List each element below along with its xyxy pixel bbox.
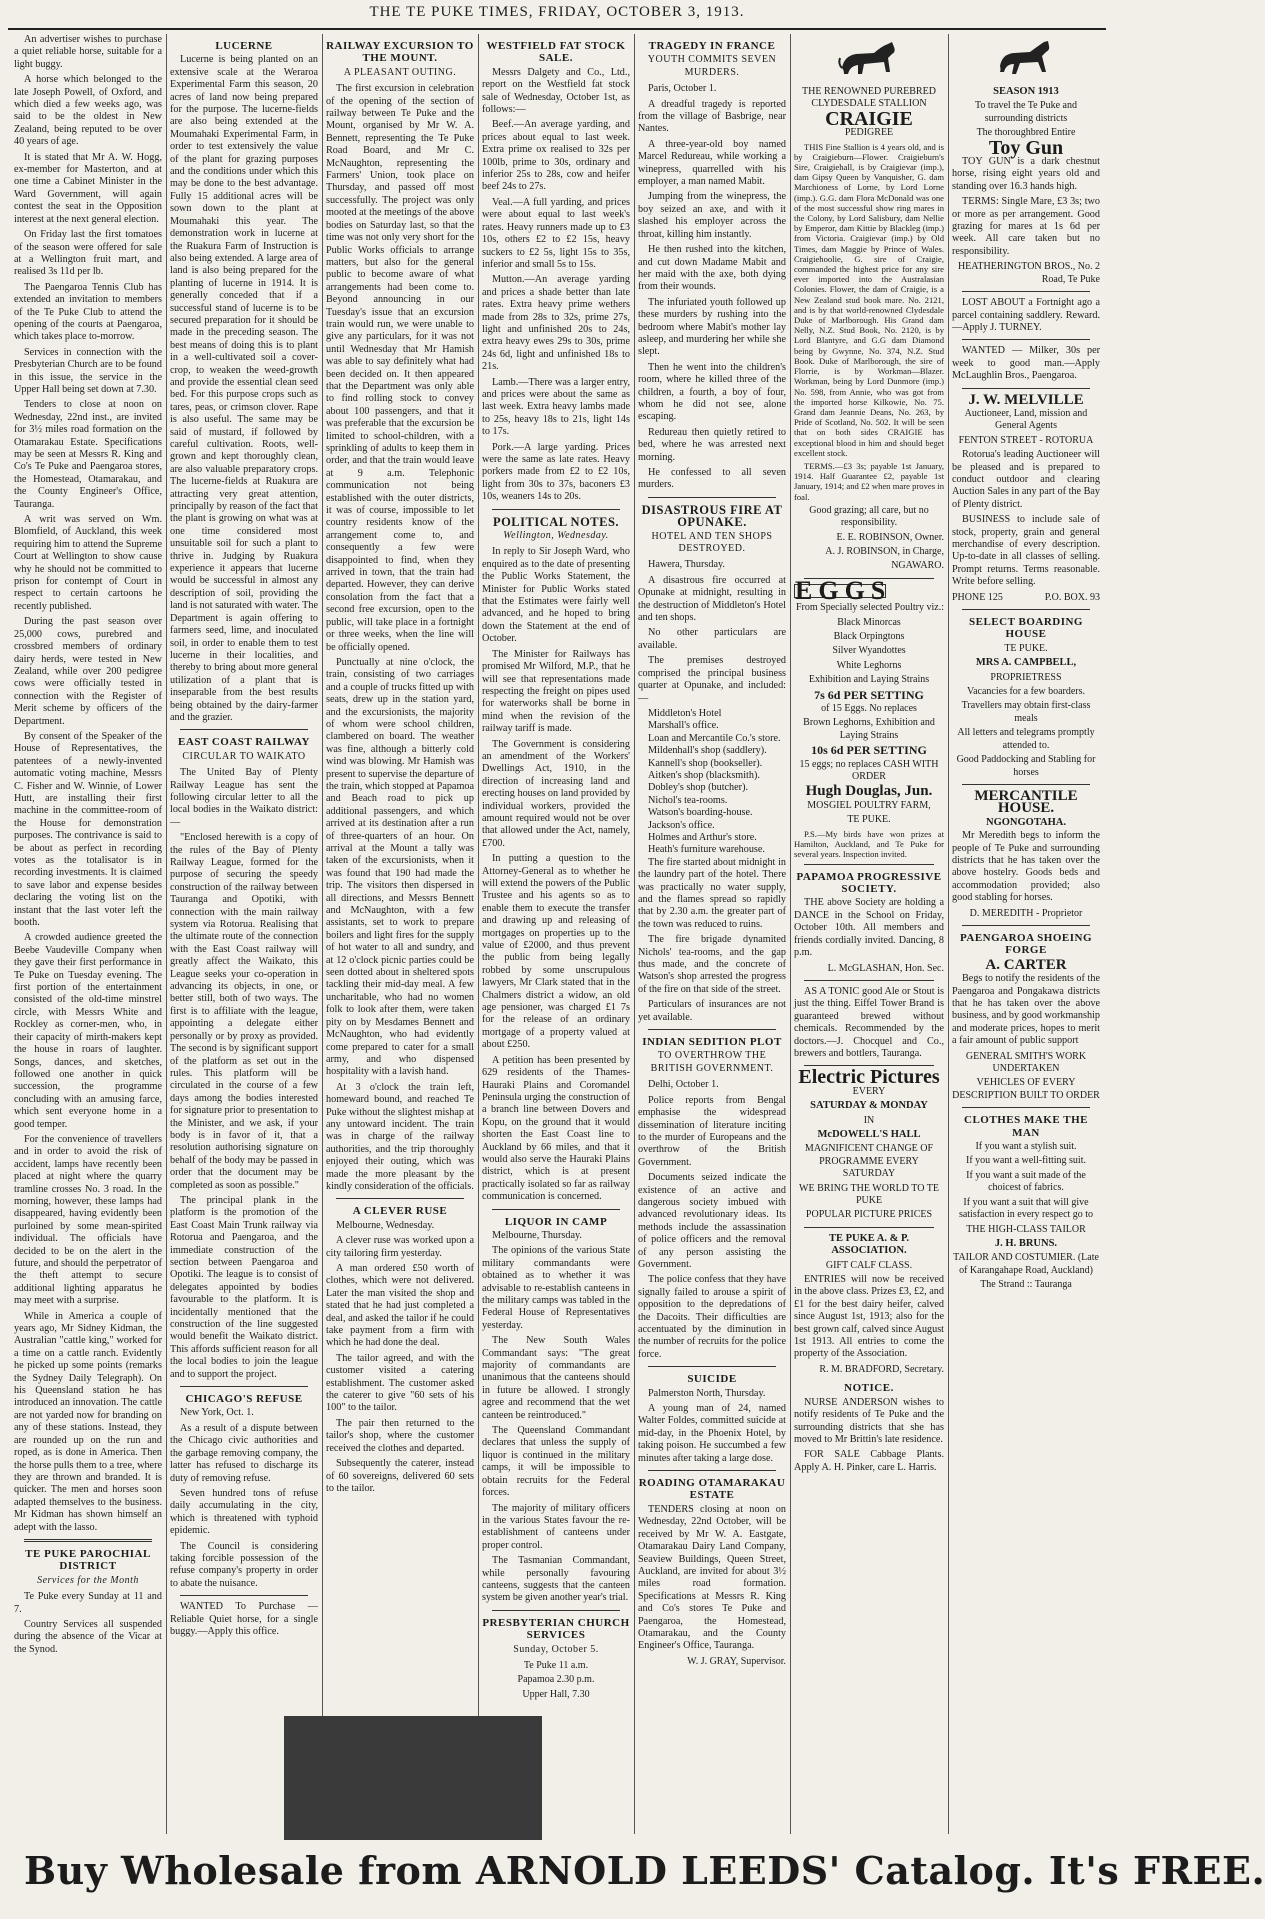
divider	[180, 729, 308, 730]
paragraph: Tenders to close at noon on Wednesday, 22nd inst., are invited for 3½ miles road formation on the Otamarakau Estate. Specifications may be seen at Messrs R. King and Co's Te Puke and Paengaroa stores, the Homestead, Otamarakau, and the County Engineer's Office, Tauranga.	[14, 399, 162, 510]
fire-sub: HOTEL AND TEN SHOPS DESTROYED.	[651, 530, 773, 555]
lucerne-heading: LUCERNE	[215, 40, 273, 52]
roading-signature: W. J. GRAY, Supervisor.	[687, 1655, 786, 1667]
divider	[492, 1209, 620, 1210]
divider	[648, 1029, 776, 1030]
calf-heading: GIFT CALF CLASS.	[825, 1259, 913, 1271]
church-paras	[14, 1591, 162, 1656]
tragedy-sub: YOUTH COMMITS SEVEN MURDERS.	[647, 54, 777, 78]
divider	[804, 1227, 934, 1228]
political-heading: POLITICAL NOTES.	[492, 514, 620, 529]
damaged-area	[284, 1716, 542, 1840]
paragraph: Vacancies for a few boarders.	[967, 686, 1085, 698]
pictures-title: Electric Pictures	[798, 1066, 940, 1089]
divider	[180, 1386, 308, 1387]
paragraph: Upper Hall, 7.30	[522, 1688, 590, 1700]
suicide-heading: SUICIDE	[687, 1373, 737, 1386]
egg-price-1-sub: of 15 Eggs. No replaces	[821, 703, 917, 715]
paragraph: The pair then returned to the tailor's shop, where the customer received the clothes and departed.	[326, 1417, 474, 1454]
pictures-hall: McDOWELL'S HALL	[817, 1128, 921, 1140]
poultry-owner: Hugh Douglas, Jun.	[805, 783, 933, 800]
paragraph: The principal plank in the platform is the promotion of the East Coast Main Trunk railway via Rotorua and Paengaroa, and the immediate construction of the section between Paengaroa and Opotiki. The league is to consist of delegates appointed by bodies favourable to the platform. It is incidentally mentioned that the construction of the line suggested would benefit the Waikato district. This affords sufficient reason for all the local bodies to join the league and to support the project.	[170, 1194, 318, 1380]
fire-list-item: Heath's furniture warehouse.	[648, 844, 765, 856]
stallion-terms: TERMS.—£3 3s; payable 1st January, 1914. Half Guarantee £2, payable 1st January, 1914; and £2 when mare proves in foal.	[794, 460, 944, 502]
east-coast-sub: CIRCULAR TO WAIKATO	[182, 750, 306, 762]
paragraph: In putting a question to the Attorney-General as to whether he will extend the powers of the Public Trustee and his agents so as to enable them to execute the transfer and drawing up and releasing of mortgages on properties up to the value of £2000, and thus prevent the public from being legally robbed by some unscrupulous lawyers, Mr Clark stated that in the Chalmers district a widow, an old age pensioner, was charged £1 7s for the release of an ordinary mortgage of a property valued at about £250.	[482, 853, 630, 1051]
ruse-heading: A CLEVER RUSE	[352, 1205, 448, 1218]
tailor-name: J. H. BRUNS.	[994, 1237, 1058, 1249]
society-text: THE above Society are holding a DANCE in the School on Friday, October 10th. All members and friends cordially invited. Dancing, 8 p.m.	[794, 897, 944, 959]
roading-article	[638, 1504, 786, 1653]
egg-breeds	[794, 617, 944, 687]
paragraph: Then he went into the children's room, where he killed three of the children, a fourth, a boy of four, whom he did not see, alone escaping.	[638, 361, 786, 423]
stock-sale-heading: WESTFIELD FAT STOCK SALE.	[486, 40, 626, 65]
church-sub: Services for the Month	[37, 1574, 139, 1586]
pictures-every: EVERY	[852, 1085, 886, 1097]
divider	[962, 388, 1090, 389]
column-rule	[478, 34, 479, 1834]
phone-number: PHONE 125	[952, 591, 1003, 603]
paragraph: He then rushed into the kitchen, and cut down Madame Mabit and her maid with the axe, both dying from their wounds.	[638, 244, 786, 293]
fire-list-item: Aitken's shop (blacksmith).	[648, 769, 760, 781]
paragraph: The opinions of the various State military commandants were obtained as to whether it was advisable to re-establish canteens in the military camps was tabled in the Federal House of Representatives yesterday.	[482, 1245, 630, 1331]
paragraph: New York, Oct. 1.	[180, 1407, 254, 1419]
paragraph: A dreadful tragedy is reported from the village of Basbrige, near Nantes.	[638, 98, 786, 135]
paragraph: Melbourne, Wednesday.	[336, 1219, 435, 1231]
liquor-article	[482, 1230, 630, 1605]
paragraph: Hawera, Thursday.	[648, 559, 725, 571]
egg-price-2-sub: 15 eggs; no replaces CASH WITH ORDER	[799, 758, 939, 783]
paragraph: Lucerne is being planted on an extensive scale at the Weraroa Experimental Farm this season, 20 acres of land now being prepared for the purpose. The lucerne-fields are also being extended at the Moumahaki Experimental Farm, in order to test extensively the value of the plant for grazing purposes and the conditions under which this may be done to the best advantage. Fully 15 additional acres will be sown down to the plant at Moumahaki this year. The demonstration work in lucerne at the Ruakura Farm of Instruction is also being extended. A large area of land is also being prepared for the planting of lucerne in 1914. It is generally conceded that if a successful stand of lucerne is to be secured preparation for it should be made in the preceding season. The best means of doing this is to plant in a well-cultivated soil a cover-crop, to weaken the weed-growth and provide the essential clean seed bed. For this purpose crops such as tares, peas, or crimson clover. Rape is also useful. The same may be said of mustard, if followed by careful cultivation. Roots, well-grown and kept thoroughly clean, are also valuable preparatory crops. The lucerne-fields at Ruakura are attracting very great attention, principally by reason of the fact that the plant is growing on what was at one time considered most unsuitable soil for such a plant to thrive in. Judging by Ruakura experience it appears that lucerne would be successful in almost any description of soil, providing the land is not saturated with water. The Department is again offering to farmers seed, lime, and inoculated soil, in order to enable them to test lucerne in their localities, and thereby to bring about more general utilization of a plant that is inseparable from the best results being obtained by the dairy-farmer and the grazier.	[170, 54, 318, 723]
paragraph: The Tasmanian Commandant, while personally favouring canteens, suggests that the canteen system be given another year's trial.	[482, 1555, 630, 1604]
mercantile-signature: D. MEREDITH - Proprietor	[969, 907, 1083, 919]
society-signature: L. McGLASHAN, Hon. Sec.	[827, 962, 944, 974]
paragraph: Silver Wyandottes	[832, 645, 906, 657]
column-7	[952, 34, 1100, 1834]
paragraph: A petition has been presented by 629 residents of the Thames-Hauraki Plains and Coromandel Peninsula urging the construction of a branch line between Dovers and Kopu, on the ground that it would shorten the East Coast line to Auckland by 66 miles, and that it would also serve the Hauraki Plains district, which is at present practically isolated so far as railway communication is concerned.	[482, 1054, 630, 1203]
stock-sale-article	[482, 67, 630, 504]
egg-price-2: 10s 6d PER SETTING	[811, 743, 927, 758]
melville-contact	[952, 592, 1100, 604]
notice-text: NURSE ANDERSON wishes to notify residents of Te Puke and the surrounding districts that she has moved to Mr Brittin's late residence.	[794, 1396, 944, 1445]
stallion-caption: THE RENOWNED PUREBRED CLYDESDALE STALLION	[802, 86, 936, 110]
column-4	[482, 34, 630, 1834]
divider	[962, 1107, 1090, 1108]
paragraph: The fire brigade dynamited Nichols' tea-rooms, and the gap thus made, and the concrete of Watson's shop arrested the progress of the fire on that side of the street.	[638, 934, 786, 995]
paragraph: A young man of 24, named Walter Foldes, committed suicide at mid-day, in the Phoenix Hotel, by taking poison. He succumbed a few minutes after taking a large dose.	[638, 1403, 786, 1464]
paragraph: The premises destroyed comprised the principal business quarter at Opunake, and included:—	[638, 655, 786, 704]
paragraph: Papamoa 2.30 p.m.	[517, 1674, 595, 1686]
presbyterian-heading: PRESBYTERIAN CHURCH SERVICES	[482, 1616, 630, 1642]
paragraph: Seven hundred tons of refuse daily accumulating in the city, which is threatened with typhoid epidemic.	[170, 1487, 318, 1537]
paragraph: It is stated that Mr A. W. Hogg, ex-member for Masterton, and at one time a Cabinet Minister in the Ward Government, will again contest the seat in the Opposition interest at the next general election.	[14, 151, 162, 225]
toy-gun-desc: TOY GUN is a dark chestnut horse, rising eight years old and standing over 16.3 hands high.	[952, 156, 1100, 192]
paragraph: Particulars of insurances are not yet available.	[638, 999, 786, 1023]
toy-gun-title: Toy Gun	[988, 136, 1064, 159]
col1-paras	[14, 34, 162, 1534]
paragraph: No other particulars are available.	[638, 627, 786, 651]
stallion-owner: E. E. ROBINSON, Owner.	[836, 531, 944, 543]
fire-heading: DISASTROUS FIRE AT OPUNAKE.	[641, 502, 783, 530]
po-box: P.O. BOX. 93	[1044, 591, 1100, 603]
for-sale-ad: FOR SALE Cabbage Plants. Apply A. H. Pinker, care L. Harris.	[794, 1449, 944, 1473]
fire-list-item: Marshall's office.	[648, 720, 719, 732]
pictures-prices: POPULAR PICTURE PRICES	[805, 1209, 933, 1221]
paragraph: For the convenience of travellers and in order to avoid the risk of accident, lamps have recently been placed at night where the quarry tramline crosses No. 3 road. In the morning, however, these lamps had disappeared, having evidently been purloined by some mean-spirited individual. The officials have decided to be on the alert in the future, and should the perpetrator of the theft attempt to secure additional lighting apparatus he may meet with a surprise.	[14, 1133, 162, 1307]
paragraph: A three-year-old boy named Marcel Redureau, while working a winepress, quarrelled with his employer, a man named Mabit.	[638, 138, 786, 188]
melville-title: J. W. MELVILLE	[968, 391, 1084, 408]
paragraph: The tailor agreed, and with the customer visited a catering establishment. The customer asked the caterer to give "60 sets of his 100" to the tailor.	[326, 1352, 474, 1414]
wanted-milker-ad: WANTED — Milker, 30s per week to good man.—Apply McLaughlin Bros., Paengaroa.	[952, 345, 1100, 382]
presbyterian-sub: Sunday, October 5.	[513, 1643, 599, 1655]
tailor-address: The Strand :: Tauranga	[980, 1279, 1072, 1291]
paragraph: Beef.—An average yarding, and prices about equal to last week. Extra prime ox realised to 32s per 100lb, prime to 30s, ordinary and inferior 25s to 28s, cow and heifer beef 24s to 27s.	[482, 119, 630, 193]
column-rule	[634, 34, 635, 1834]
suicide-article	[638, 1388, 786, 1465]
paragraph: The infuriated youth followed up these murders by rushing into the bedroom where Mabit's mother lay asleep, and murdering her while she slept.	[638, 296, 786, 358]
paragraph: White Leghorns	[836, 659, 902, 671]
paragraph: He confessed to all seven murders.	[638, 467, 786, 491]
tailor-sub: TAILOR AND COSTUMIER. (Late of Karangahape Road, Auckland)	[953, 1252, 1099, 1276]
mercantile-town: NGONGOTAHA.	[985, 816, 1067, 828]
divider	[962, 925, 1090, 926]
stallion-grazing: Good grazing; all care, but no responsibility.	[809, 504, 929, 529]
paragraph: As a result of a dispute between the Chicago civic authorities and the garbage removing company, the latter has refused to discharge its duty of removing refuse.	[170, 1422, 318, 1484]
fire-list-item: Jackson's office.	[648, 819, 715, 831]
egg-breeds-2	[794, 717, 944, 742]
paragraph: An advertiser wishes to purchase a quiet reliable horse, suitable for a light buggy.	[14, 34, 162, 70]
paragraph: All letters and telegrams promptly attended to.	[957, 727, 1095, 751]
paragraph: If you want a stylish suit.	[975, 1141, 1077, 1153]
paragraph: Black Orpingtons	[833, 630, 905, 642]
india-heading: INDIAN SEDITION PLOT	[642, 1036, 782, 1049]
divider	[648, 497, 776, 498]
pictures-change: MAGNIFICENT CHANGE OF PROGRAMME EVERY SATURDAY	[804, 1143, 934, 1180]
paragraph: Redureau then quietly retired to bed, where he was arrested next morning.	[638, 426, 786, 463]
calf-text: ENTRIES will now be received in the above class. Prizes £3, £2, and £1 for the best dairy heifer, calved since August 1st, 1913; also for the best grown calf, calved since August 1st 1913. All entries to come the property of the Association.	[794, 1274, 944, 1360]
divider	[180, 1595, 308, 1596]
poultry-town: TE PUKE.	[847, 814, 891, 826]
paragraph: Black Minorcas	[837, 616, 901, 628]
carter-body: Begs to notify the residents of the Paengaroa and Pongakawa districts that he has taken over the above business, and by good workmanship and moderate prices, hopes to merit a fair amount of public support	[952, 973, 1100, 1047]
mercantile-heading: MERCANTILE HOUSE.	[974, 787, 1078, 817]
roading-heading: ROADING OTAMARAKAU ESTATE	[638, 1477, 786, 1502]
paragraph: A clever ruse was worked upon a city tailoring firm yesterday.	[326, 1235, 474, 1259]
notice-heading: NOTICE.	[844, 1382, 894, 1395]
poultry-note: P.S.—My birds have won prizes at Hamilton, Auckland, and Te Puke for several years. Inspection invited.	[794, 828, 944, 859]
paragraph: The police confess that they have signally failed to arouse a spirit of opposition to the depredations of the Dacoits. Their difficulties are accentuated by the diminution in the number of recruits for the police force.	[638, 1274, 786, 1360]
association-heading: TE PUKE A. & P. ASSOCIATION.	[828, 1232, 910, 1257]
eggs-sub: From Specially selected Poultry viz.:	[795, 602, 944, 614]
paragraph: On Friday last the first tomatoes of the season were offered for sale at a Wellington fruit mart, and realised 3s 11d per lb.	[14, 229, 162, 278]
masthead: THE TE PUKE TIMES, FRIDAY, OCTOBER 3, 1913.	[369, 4, 745, 20]
paragraph: Veal.—A full yarding, and prices were about equal to last week's rates. Heavy runners made up to £3 10s, others £2 to £2 15s, heavy suckers to £2 5s, light 15s to 35s, inferior and small 5s to 15s.	[482, 196, 630, 270]
stallion-place: NGAWARO.	[891, 560, 944, 572]
paragraph: While in America a couple of years ago, Mr Sidney Kidman, the Australian "cattle king," worked for a time on a cattle ranch. Evidently he picked up some points (remarks the Sydney Daily Telegraph). On his Queensland station he has introduced an innovation. The cattle are not yarded now for branding on any of these stations. Instead, they are rounded up on the run and roped, as is done in America. Then the horse pulls them to a tree, where they are thrown and branded. It is quicker. The men and horses soon adapted themselves to the business. Mr Kidman has shown himself an adept with the lasso.	[14, 1310, 162, 1533]
smith-heading: GENERAL SMITH'S WORK UNDERTAKEN	[965, 1050, 1087, 1075]
carter-title: A. CARTER	[985, 956, 1067, 973]
paragraph: Services in connection with the Presbyterian Church are to be found in this issue, the service in the Upper Hall being set down at 7.30.	[14, 346, 162, 395]
paragraph: A writ was served on Wm. Blomfield, of Auckland, this week requiring him to attend the Supreme Court at Wellington to show cause why he should not be committed to prison for contempt of Court in respect to certain cartoons he recently published.	[14, 514, 162, 612]
excursion-heading: RAILWAY EXCURSION TO THE MOUNT.	[326, 40, 474, 65]
paragraph: The Paengaroa Tennis Club has extended an invitation to members of the Te Puke Club to attend the opening of the courts at Paengaroa, which takes place to-morrow.	[14, 281, 162, 343]
lost-ad: LOST ABOUT a Fortnight ago a parcel containing saddlery. Reward.—Apply J. TURNEY.	[952, 297, 1100, 333]
paragraph: By consent of the Speaker of the House of Representatives, the patentees of a newly-invented automatic voting machine, Messrs C. Fisher and W. Winnie, of Lower Hutt, are installing their first machine in the committee-room of the House for demonstration purposes. The contrivance is said to be about as perfect in recording votes as the totalisator is in recording investments. It is claimed to save labor and expense besides declaring the voting list on the instant that the last voter left the booth.	[14, 730, 162, 929]
divider	[962, 291, 1090, 292]
paragraph: Palmerston North, Thursday.	[648, 1387, 766, 1399]
pedigree-heading: PEDIGREE	[844, 127, 894, 139]
divider	[648, 1470, 776, 1471]
paragraph: Melbourne, Thursday.	[492, 1229, 582, 1241]
divider	[492, 509, 620, 510]
paragraph: The Minister for Railways has promised Mr Wilford, M.P., that he will see that representations made respecting the freight on pipes used for waterworks shall be borne in mind when the revision of the railway tariff is made.	[482, 648, 630, 735]
fire-article	[638, 559, 786, 1024]
boarding-prop: PROPRIETRESS	[990, 671, 1062, 683]
pictures-in: IN	[863, 1114, 875, 1126]
paragraph: If you want a suit made of the choicest of fabrics.	[966, 1169, 1086, 1194]
season-sub: To travel the Te Puke and surrounding districts	[975, 100, 1077, 124]
poultry-farm: MOSGIEL POULTRY FARM,	[807, 799, 931, 811]
east-coast-heading: EAST COAST RAILWAY	[178, 736, 310, 749]
clothes-lines	[952, 1141, 1100, 1221]
column-rule	[166, 34, 167, 1834]
paragraph: Police reports from Bengal emphasise the widespread dissemination of literature inciting to the murder of Europeans and the overthrow of the British Government.	[638, 1094, 786, 1168]
column-rule	[322, 34, 323, 1834]
paragraph: Exhibition and Laying Strains	[808, 674, 930, 686]
paragraph: "Enclosed herewith is a copy of the rules of the Bay of Plenty Railway League, formed for the purpose of securing the speedy construction of the railway between Tauranga and Opotiki, with connection with the main railway system via Rotorua. Realising that the ultimate route of the connection with the East Coast railway will greatly affect the Waikato, this League seeks your co-operation in advancing its objects, in one, or better still, both of two ways. The first is to affiliate with the league, appointing a delegate either personally or by proxy as provided. The second is by significant support of the platform as set out in the rules. This platform will be circulated in the course of a few days among the bodies interested for signature prior to presentation to the Minister, and we ask, if your body is in favor of it, that a resolution authorising signature on behalf of the body may be passed in order that the document may be completed as soon as possible."	[170, 832, 318, 1191]
paragraph: If you want a well-fitting suit.	[966, 1155, 1086, 1167]
divider	[804, 864, 934, 865]
chicago-heading: CHICAGO'S REFUSE	[185, 1393, 303, 1406]
pictures-days: SATURDAY & MONDAY	[810, 1100, 928, 1112]
paragraph: A disastrous fire occurred at Opunake at midnight, resulting in the destruction of Middleton's Hotel and ten shops.	[638, 574, 786, 624]
paragraph: Lamb.—There was a larger entry, and prices were about the same as last week. Extra heavy lambs made to 25s, heavy 18s to 21s, light 14s to 17s.	[482, 376, 630, 438]
india-sub: TO OVERTHROW THE BRITISH GOVERNMENT.	[650, 1050, 774, 1074]
stallion-name: CRAIGIE	[825, 107, 913, 130]
fire-list-item: Kannell's shop (bookseller).	[648, 757, 763, 769]
paragraph: The first excursion in celebration of the opening of the section of railway between Te Puke and the Mount, organised by Mr W. A. Bennett, representing the Te Puke Road Board, and Mr C. McNaughton, representing the Farmers' Union, took place on Thursday, and passed off most successfully. The project was only mooted at the meetings of the above bodies on Saturday last, so that the time was not only very short for the Public Works officials to arrange matters, but also for the general public to become aware of what arrangements had been come to. Beyond announcing in our Tuesday's issue that an excursion train would run, we were unable to give any particulars, for it was not until Wednesday that Mr Hamish was able to say definitely what had been decided on. It then appeared that the Department was only able to find rolling stock to convey about 100 passengers, and that it was preferable that the excursion be limited to school-children, with a sprinkling of adults to keep them in order, and that the train would leave at 9 a.m. Telephonic communication not being established with the outer districts, it was of course, impossible to let country residents know of the arrangement come to, and consequently a few were disappointed to find, when they arrived in town, that the train had departed. However, they can derive consolation from the fact that a second free excursion, open to the public, will take place in a fortnight or three weeks, when the line will be officially opened.	[326, 83, 474, 653]
season-title: SEASON 1913	[993, 86, 1059, 97]
paragraph: If you want a suit that will give satisfaction in every respect go to	[958, 1196, 1094, 1221]
society-heading: PAPAMOA PROGRESSIVE SOCIETY.	[796, 870, 942, 896]
lucerne-article	[170, 54, 318, 724]
paragraph: The Council is considering taking forcible possession of the refuse company's property in order to abate the nuisance.	[170, 1540, 318, 1589]
column-rule	[948, 34, 949, 1834]
divider	[24, 1539, 152, 1542]
paragraph: A horse which belonged to the late Joseph Powell, of Oxford, and which died a few weeks ago, was said to be the oldest in New Zealand, being reputed to be over 40 years of age.	[14, 74, 162, 148]
boarding-name: MRS A. CAMPBELL,	[975, 657, 1077, 669]
east-coast-article	[170, 767, 318, 1381]
pictures-world: WE BRING THE WORLD TO TE PUKE	[799, 1182, 939, 1207]
divider	[962, 609, 1090, 610]
smith-body: VEHICLES OF EVERY DESCRIPTION BUILT TO ORDER	[952, 1077, 1100, 1101]
column-5	[638, 34, 786, 1834]
wanted-horse-ad: WANTED To Purchase — Reliable Quiet horse, for a single buggy.—Apply this office.	[170, 1601, 318, 1637]
masthead-rule	[8, 28, 1106, 30]
calf-signature: R. M. BRADFORD, Secretary.	[819, 1363, 944, 1375]
divider	[492, 1610, 620, 1611]
paragraph: A man ordered £50 worth of clothes, which were not delivered. Later the man visited the shop and stated that he had just completed a deal, and asked the tailor if he could take payment from a firm with which he had done the deal.	[326, 1263, 474, 1349]
paragraph: Mutton.—An average yarding and prices a shade better than late rates. Extra heavy prime wethers made from 28s to 32s, prime 27s, light and unfinished 20s to 24s, extra heavy ewes 29s to 30s, prime 24s 6d, light and unfinished 18s to 21s.	[482, 274, 630, 373]
paragraph: Brown Leghorns, Exhibition and Laying Strains	[803, 717, 935, 741]
paragraph: The Government is considering an amendment of the Workers' Dwellings Act, 1910, in the direction of increasing land and erecting houses on land provided by individual workers, provided the amount required would not be over that allowed under the Act, namely, £700.	[482, 738, 630, 849]
paragraph: Paris, October 1.	[648, 83, 717, 95]
liquor-heading: LIQUOR IN CAMP	[504, 1215, 608, 1228]
paragraph: Te Puke every Sunday at 11 and 7.	[14, 1591, 162, 1615]
india-article	[638, 1079, 786, 1361]
fire-list-item: Middleton's Hotel	[648, 707, 722, 719]
boarding-heading: SELECT BOARDING HOUSE	[969, 616, 1083, 641]
paragraph: Jumping from the winepress, the boy seized an axe, and with it slashed his employer across the throat, killing him instantly.	[638, 191, 786, 240]
divider	[962, 784, 1090, 785]
paragraph: Travellers may obtain first-class meals	[961, 700, 1091, 724]
chicago-article	[170, 1407, 318, 1590]
church-heading: TE PUKE PAROCHIAL DISTRICT	[25, 1547, 151, 1573]
footer-advert: Buy Wholesale from ARNOLD LEEDS' Catalog. It's FREE.	[24, 1848, 1265, 1893]
melville-body: Rotorua's leading Auctioneer will be pleased and is prepared to conduct outdoor and clearing Auction Sales in any part of the Bay of Plenty district.	[952, 449, 1100, 510]
tonic-ad: AS A TONIC good Ale or Stout is just the thing. Eiffel Tower Brand is guaranteed brewed without chemicals. Recommended by the doctors.—J. Chocquel and Co., brewers and bottlers, Tauranga.	[794, 985, 944, 1059]
paragraph: Punctually at nine o'clock, the train, consisting of two carriages and a couple of trucks fitted up with seats, drew up in the station yard, and the excursionists, the majority of whom were school children, clambered on board. The weather was fine, although a bitterly cold wind was blowing. Mr Hamish was present to supervise the departure of the train, which stopped at Papamoa and Beach road to pick up additional passengers, and which arrived at its destination after a run of three-quarters of an hour. On arrival at the Mount a tally was taken of the excursionists, when it was found that 190 had made the trip. The visitors then dispersed in all directions, and Messrs Bennett and McNaughton, with a few assistants, set to work to prepare boilers and light fires for the supply of hot water to all and sundry, and at 12 o'clock picnic parties could be seen dotted about in sheltered spots tackling their mid-day meal. A few uncharitable, who had no women folk to look after them, were taken pity on by Mesdames Bennett and McNaughton, who had evidently come prepared to cater for a small army, and who dispensed hospitality with a lavish hand.	[326, 656, 474, 1078]
racehorse-illustration-icon	[994, 38, 1058, 82]
paragraph: Subsequently the caterer, instead of 60 sovereigns, delivered 60 sets to the tailor.	[326, 1458, 474, 1494]
breed-line: The thoroughbred Entire	[976, 127, 1076, 139]
forge-heading: PAENGAROA SHOEING FORGE	[959, 931, 1093, 957]
column-rule	[790, 34, 791, 1834]
excursion-article	[326, 83, 474, 1193]
paragraph: Messrs Dalgety and Co., Ltd., report on the Westfield fat stock sale of Wednesday, October 1st, as follows:—	[482, 66, 630, 116]
clothes-heading: CLOTHES MAKE THE MAN	[964, 1114, 1088, 1139]
paragraph: Good Paddocking and Stabling for horses	[956, 754, 1096, 778]
ruse-article	[326, 1220, 474, 1496]
fire-list-item: Watson's boarding-house.	[648, 807, 753, 819]
paragraph: The New South Wales Commandant says: "The great majority of commandants are unanimous that the canteens should in future be allowed. I strongly agree and recommend that the wet canteen be reintroduced."	[482, 1335, 630, 1421]
fire-list-item: Dobley's shop (butcher).	[648, 782, 749, 794]
paragraph: The fire started about midnight in the laundry part of the hotel. There was practically no water supply, and the flames spread so rapidly that by 2.30 a.m. the greater part of the town was reduced to ruins.	[638, 856, 786, 930]
paragraph: The majority of military officers in the various States favour the re-establishment of canteens under proper control.	[482, 1502, 630, 1551]
paragraph: The United Bay of Plenty Railway League has sent the following circular letter to all the local bodies in the Waikato district:—	[170, 767, 318, 828]
paragraph: In reply to Sir Joseph Ward, who enquired as to the date of presenting the Public Works Statement, the Minister for Public Works stated that the Estimates were fairly well advanced, and he hoped to bring down the Statement at the end of October.	[482, 546, 630, 645]
paragraph: Country Services all suspended during the absence of the Vicar at the Synod.	[14, 1618, 162, 1655]
paragraph: During the past season over 25,000 cows, purebred and crossbred members of ordinary dairy herds, were tested in New Zealand, while over 200 pedigree cows were officially tested in connection with the Register of Merit scheme by officers of the Department.	[14, 616, 162, 727]
fire-list-item: Holmes and Arthur's store.	[648, 831, 757, 843]
mercantile-body: Mr Meredith begs to inform the people of Te Puke and surrounding districts that he has taken over the above hostelry. Goods beds and accommodation provided; also good stabling for horses.	[952, 830, 1100, 904]
melville-address: FENTON STREET - ROTORUA	[958, 434, 1094, 446]
divider	[962, 339, 1090, 340]
boarding-lines	[952, 686, 1100, 779]
egg-price-1: 7s 6d PER SETTING	[814, 687, 924, 702]
paragraph: Documents seized indicate the existence of an active and dangerous society imbued with advanced revolutionary ideas. Its methods include the assassination of police officers and the removal of any person assisting the Government.	[638, 1172, 786, 1270]
melville-body-2: BUSINESS to include sale of stock, property, grain and general merchandise of every description. Up-to-date in all classes of selling. Prompt returns. Terms reasonable. Write before selling.	[952, 514, 1100, 588]
column-2	[170, 34, 318, 1834]
toy-gun-terms: TERMS: Single Mare, £3 3s; two or more as per arrangement. Good grazing for mares at 1s 6d per week. All care taken but no responsibility.	[952, 196, 1100, 257]
paragraph: TENDERS closing at noon on Wednesday, 22nd October, will be received by Mr W. A. Eastgate, Otamarakau Dairy Land Company, Seaview Buildings, Queen Street, Auckland, are invited for about 3½ miles road formation. Specifications at Messrs R. King and Co's stores Te Puke and Paengaroa, the Homestead, Otamarakau, and the County Engineer's Office, Tauranga.	[638, 1503, 786, 1652]
boarding-town: TE PUKE.	[1004, 642, 1048, 654]
divider	[648, 1366, 776, 1367]
political-sub: Wellington, Wednesday.	[503, 530, 609, 542]
eggs-title: EGGS	[795, 575, 892, 605]
column-1	[14, 34, 162, 1834]
paragraph: Te Puke 11 a.m.	[523, 1659, 589, 1671]
paragraph: A crowded audience greeted the Beebe Vaudeville Company when they gave their first performance in Te Puke on Tuesday evening. The first portion of the entertainment consisted of the old-time minstrel circle, with Messrs White and Rockley as corner-men, who, in their capacity of mirth-makers kept the house in roars of laughter. Songs, dances, and sketches, followed one another in quick succession, the programme concluding with an amusing farce, which sent everyone home in a good temper.	[14, 932, 162, 1130]
fire-list-item: Nichol's tea-rooms.	[648, 794, 728, 806]
column-3	[326, 34, 474, 1834]
horse-illustration-icon	[834, 38, 904, 82]
paragraph: The Queensland Commandant declares that unless the supply of liquor is continued in the military camps, it will be impossible to obtain recruits for the Federal forces.	[482, 1425, 630, 1499]
paragraph: Delhi, October 1.	[648, 1079, 719, 1091]
pedigree-text: THIS Fine Stallion is 4 years old, and is by Craigieburn—Flower. Craigieburn's Sire, Craigiehall, is by Craigievar (imp.), dam Gipsy Queen by Vanquisher, G. dam Marchioness of Lorne, by Lord Lorne (imp.). G.G. dam Flora McDonald was one of the most successful show ring mares in the Colony, by Lord Salisbury, dam Nellie by Emperor, dam Kittie by Blackleg (imp.) from Victoria. Craigievar (imp.) by Old Times, dam Maggie by Prince of Wales. Craigiehoolie, G. sire of Craigie, commanded the highest price for any sire ever imported into the Australasian Colonies. Flower, the dam of Craigie, is a New Zealand stud book mare. No. 2121, and is by that world-renowned Clydesdale Duke of Marlborough. His Grand dam Nelly, N.Z. Stud Book, No. 2120, is by Lord Blantyre, and G.G dam Diamond being by Gwynne, No. 374, N.Z. Stud Book. Duke of Marlborough, the sire of Florrie, is by Workman—Blazer. Workman, being by Lord Dunmore (imp.) No. 598, from Annie, who was got from the imported horse Kilkowie, No. 75. Grand dam Jeannie Deans, No. 263, by Pride of Scotland, No. 502. It will be seen that on both sides CRAIGIE has exceptional blood in him and should beget excellent stock.	[794, 141, 944, 458]
divider	[804, 980, 934, 981]
column-6	[794, 34, 944, 1834]
fire-list-item: Mildenhall's shop (saddlery).	[648, 745, 767, 757]
divider	[336, 1198, 464, 1199]
stallion-charge: A. J. ROBINSON, in Charge,	[825, 545, 944, 557]
tragedy-heading: TRAGEDY IN FRANCE	[648, 40, 776, 52]
melville-sub: Auctioneer, Land, mission and General Agents	[964, 407, 1088, 432]
tailor-heading: THE HIGH-CLASS TAILOR	[966, 1223, 1086, 1235]
political-article	[482, 546, 630, 1203]
excursion-sub: A PLEASANT OUTING.	[343, 66, 457, 78]
fire-list-item: Loan and Mercantile Co.'s store.	[648, 732, 781, 744]
toy-gun-owner: HEATHERINGTON BROS., No. 2 Road, Te Puke	[957, 261, 1100, 285]
paragraph: Pork.—A large yarding. Prices were the same as late rates. Heavy porkers made from £2 to £2 10s, light from 30s to 37s, baconers £3 10s, weaners 14s to 20s.	[482, 441, 630, 503]
presbyterian-times	[482, 1660, 630, 1701]
tragedy-article	[638, 83, 786, 492]
paragraph: At 3 o'clock the train left, homeward bound, and reached Te Puke without the slightest mishap at any untoward incident. The train was in charge of the railway authorities, and the trip thoroughly enjoyed their outing, which was made the more pleasant by the kindly consideration of the officials.	[326, 1081, 474, 1192]
